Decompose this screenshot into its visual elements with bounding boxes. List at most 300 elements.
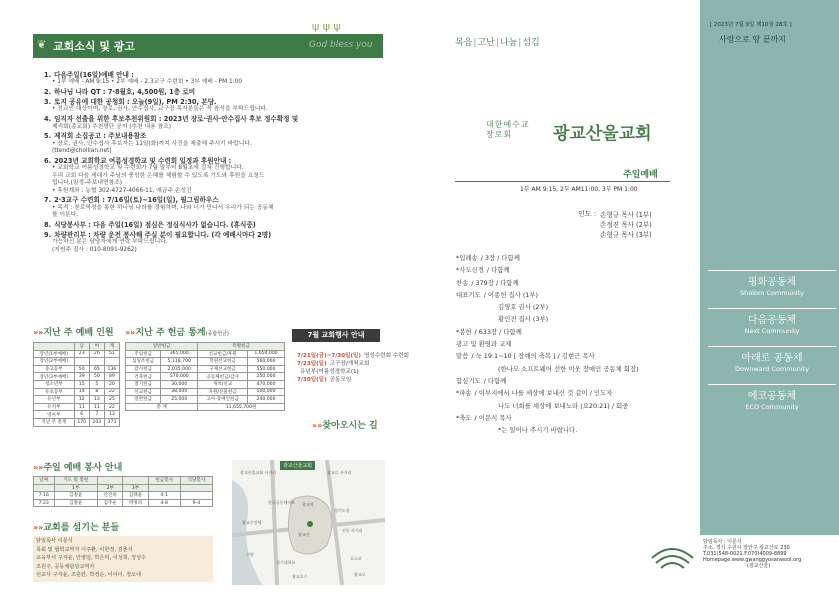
order-value: / 3장 / 다함께 — [480, 254, 520, 262]
service-cell: 박정희 — [123, 499, 148, 507]
offering-row — [126, 350, 285, 358]
community-name: 평화공동체 — [747, 277, 797, 288]
order-label: *사도신경 — [456, 266, 484, 275]
map-label: 진동 사거리 — [342, 528, 363, 533]
offering-row — [126, 388, 285, 396]
service-cell — [180, 492, 212, 500]
notice-title: 제직회 소집공고 : 주보내용참조 — [54, 132, 147, 141]
offering-total-row — [126, 403, 285, 411]
notice-line: • 후원계좌 : 농협 302-4727-4066-11, 예금주 손성진 — [52, 187, 192, 194]
offering-cell: 선교헌금 — [126, 388, 161, 396]
order-row — [456, 350, 696, 362]
map-label: 한국공동체아트 — [268, 500, 296, 505]
notice-title: 임직자 선출을 위한 후보추천위원회 : 2023년 장로·권사·안수집사 후보 정수확정 및 — [54, 115, 299, 124]
attendance-cell — [104, 358, 119, 366]
offering-cell: 개척/선교 — [198, 380, 248, 388]
attendance-cell: 6 — [74, 411, 89, 419]
service-subheader-row — [34, 484, 213, 492]
offering-header-row — [126, 343, 285, 351]
chevron-icon: »» — [312, 421, 323, 430]
order-value: 황인진 집사 (3부) — [498, 315, 549, 324]
event-date: 7/30일(일) — [297, 377, 327, 383]
event-desc: 고구장/개척교회 — [329, 361, 370, 367]
event-date: 7/23일(일) — [297, 361, 327, 367]
offering-row — [126, 365, 285, 373]
notice-title: 2023년 교회학교 여름성경학교 및 수련회 일정과 후원안내 : — [54, 157, 232, 166]
notice-title: 식당봉사부 : 다음 주일(16일) 점심은 정심식사가 없습니다. (휴식중) — [54, 221, 256, 230]
map-label: 경기대학교 — [276, 560, 296, 565]
offering-cell: 38,000 — [161, 388, 198, 396]
map-church-name: 광교산울교회 — [283, 463, 312, 469]
notice-title-row — [44, 115, 384, 123]
attendance-heading — [33, 325, 114, 338]
notice-line: • 1부 예배 - AM 9:15 • 2부 예배 - 2,3교구 수련회 • 3부 예배 - PM 1:00 — [52, 79, 243, 86]
attendance-cell: 50 — [74, 365, 89, 373]
attendance-row — [34, 411, 120, 419]
notice-title: 2·3교구 수련회 : 7/16일(토)~16일(일), 필그림하우스 — [54, 196, 219, 205]
map-label: 광교역 — [302, 502, 314, 507]
offering-total-label: 총 계 — [126, 403, 198, 411]
order-label: 광고 및 환영과 교제 — [456, 340, 512, 349]
order-row — [456, 412, 696, 424]
attendance-cell: 11 — [89, 403, 104, 411]
order-row — [456, 338, 696, 350]
notice-number: 1. — [44, 71, 52, 79]
logo-small-text: 대한예수교 장로회 — [486, 120, 530, 139]
worship-divider — [455, 181, 670, 182]
notice-title-row — [44, 221, 384, 229]
attendance-cell: 23 — [74, 350, 89, 358]
offering-cell: 30,000 — [161, 380, 198, 388]
offering-total-value: 11,655,700원 — [198, 403, 285, 411]
offering-cell: 5,118,700 — [161, 358, 198, 366]
community-name: 아래로 공동체 — [741, 353, 803, 364]
service-header-cell: 식당봉사 — [180, 477, 212, 485]
plant-icon: ❦ — [37, 38, 47, 51]
map-label: 수원 — [246, 552, 254, 557]
event-item — [297, 376, 385, 384]
offering-cell: 절기헌금 — [126, 380, 161, 388]
nav-separator: | — [473, 38, 477, 48]
community-en: Next Community — [744, 327, 800, 335]
order-value: *는 일어나 주시기 바랍니다. — [498, 426, 578, 435]
offering-cell: 고아·장애인헌금 — [198, 396, 248, 404]
notice-title: 다음주일(16일)예배 안내 : — [54, 71, 134, 79]
worker-line: 교육부서 구자윤, 안영임, 박은미, 이성희, 정성수 — [36, 555, 147, 562]
notice-title: 하나님 나라 QT : 7·8월호, 4,500원, 1층 로비 — [54, 88, 196, 97]
nav-item[interactable]: 나눔 — [499, 38, 518, 48]
notice-item — [44, 231, 384, 254]
attendance-row — [34, 358, 120, 366]
map-label: 광교중앙역 — [242, 520, 262, 525]
notice-list — [44, 71, 384, 255]
attendance-cell: 7 — [89, 411, 104, 419]
notice-number: 9. — [44, 230, 52, 239]
offering-cell: 건축헌금 — [126, 373, 161, 381]
attendance-cell: 5 — [89, 380, 104, 388]
order-label: 대표기도 — [456, 290, 481, 299]
attendance-cell: 15 — [74, 380, 89, 388]
map-label: 경기도청 — [334, 508, 350, 513]
offering-header-cell: 일반헌금 — [126, 343, 198, 351]
notice-line: 가능하신 분은 담당자에게 연락 부탁드립니다. — [52, 239, 168, 246]
chevron-icon: »» — [33, 463, 44, 472]
order-row — [456, 252, 696, 264]
notice-title-row — [44, 132, 384, 140]
notice-title-row — [44, 88, 384, 96]
attendance-cell: 373 — [104, 418, 119, 426]
worship-title: 주일예배 — [623, 170, 658, 180]
service-header-cell — [123, 477, 148, 485]
attendance-header-row — [34, 343, 120, 351]
offering-header-cell: 특별헌금 — [198, 343, 285, 351]
notice-line: 립니다.(일정-주보내면참조) — [52, 180, 123, 187]
offering-cell: 2,035,000 — [161, 365, 198, 373]
offering-cell: 선교헌금/후원 — [198, 350, 248, 358]
order-label: *파송 — [456, 389, 472, 398]
notice-item — [44, 157, 384, 195]
order-value: / 다함께 — [486, 266, 510, 275]
order-row — [456, 375, 696, 387]
order-value: 김영호 권사 (2부) — [498, 303, 549, 312]
notice-number: 2. — [44, 88, 52, 97]
workers-list — [33, 536, 213, 582]
service-cell: 7.16 — [34, 492, 55, 500]
offering-row — [126, 380, 285, 388]
attendance-cell: 유년부 — [34, 396, 75, 404]
attendance-cell: 26 — [89, 350, 104, 358]
attendance-cell: 장년(3부예배) — [34, 373, 75, 381]
offering-heading — [125, 325, 229, 338]
community-name: 에코공동체 — [747, 391, 797, 402]
service-subheader-cell — [180, 484, 212, 492]
notice-item — [44, 221, 384, 229]
order-label: *봉헌 — [456, 327, 472, 336]
nav-item[interactable]: 섬김 — [522, 38, 540, 48]
attendance-cell — [74, 358, 89, 366]
attendance-cell — [89, 358, 104, 366]
order-row — [456, 387, 696, 399]
offering-cell: 560,000 — [248, 358, 285, 366]
notice-line: • 교회학교 여름성경학교 및 수련회가 7월 말부터 8월초에 걸쳐 진행합니다. — [52, 165, 244, 172]
service-cell: 4-1 — [148, 492, 180, 500]
attendance-cell: 유치부 — [34, 403, 75, 411]
order-value: / 이종헌 집사 (1부) — [483, 290, 539, 299]
attendance-cell: 8 — [89, 388, 104, 396]
leader-line: 손정진 목사 (2부) — [600, 221, 652, 229]
service-row — [34, 492, 213, 500]
notice-item — [44, 115, 384, 131]
nav-item[interactable]: 고난 — [477, 38, 495, 48]
order-row — [456, 326, 696, 338]
notice-number: 6. — [44, 157, 52, 166]
attendance-cell: 13 — [89, 396, 104, 404]
offering-cell: 25,000 — [161, 396, 198, 404]
attendance-cell: 청소년부 — [34, 380, 75, 388]
offering-cell: 자원/선물헌금 — [198, 388, 248, 396]
nav-item[interactable]: 복음 — [455, 38, 473, 48]
offering-cell: 570,000 — [161, 373, 198, 381]
leader-line: 손형규 목사 (3부) — [600, 231, 652, 239]
service-subheader-cell: 1부 — [54, 484, 98, 492]
service-cell: 김주순 — [98, 499, 123, 507]
service-cell: 7.23 — [34, 499, 55, 507]
order-row — [456, 289, 696, 301]
attendance-cell: 20 — [104, 380, 119, 388]
service-cell: 김철윤 — [54, 499, 98, 507]
map-label: 포스코 — [350, 556, 362, 561]
order-label: 찬송 — [456, 278, 469, 287]
attendance-cell: 65 — [89, 365, 104, 373]
order-row — [456, 264, 696, 276]
order-label: *축도 — [456, 413, 472, 422]
attendance-cell: 장년(2부예배) — [34, 358, 75, 366]
news-header-bar — [33, 34, 383, 58]
church-logo-icon — [650, 540, 695, 570]
order-value: (한나모 소프트웨어 선한 이웃 장애인 공동체 회장) — [498, 364, 639, 373]
service-cell: 9-4 — [180, 499, 212, 507]
offering-cell: 470,000 — [248, 380, 285, 388]
offering-cell: 365,000 — [161, 350, 198, 358]
community-item[interactable] — [708, 346, 836, 384]
notice-line: 를 이룬다. — [52, 212, 79, 219]
attendance-cell: 203 — [89, 418, 104, 426]
events-list — [297, 352, 409, 384]
order-label: *입례송 — [456, 254, 478, 262]
service-header-row — [34, 477, 213, 485]
offering-cell: 1,650,000 — [248, 350, 285, 358]
notice-number: 4. — [44, 115, 52, 124]
map-label: 광교로 — [354, 572, 366, 577]
attendance-cell: 중고등부 — [34, 365, 75, 373]
worker-line: 조원구, 공동체담당교역자 — [36, 563, 95, 570]
community-name: 다음공동체 — [747, 315, 797, 326]
notice-item — [44, 132, 384, 155]
leader-line: 손형규 목사 (1부) — [600, 211, 652, 219]
service-header-cell — [98, 477, 123, 485]
community-list — [708, 270, 836, 422]
events-title: 7월 교회행사 안내 — [307, 331, 365, 339]
offering-cell: 감사헌금 — [126, 365, 161, 373]
community-item[interactable] — [708, 308, 836, 346]
attendance-row — [34, 365, 120, 373]
service-subheader-cell — [148, 484, 180, 492]
attendance-cell: 14 — [74, 388, 89, 396]
offering-row — [126, 373, 285, 381]
notice-line: (ttend@chollian.net) — [52, 148, 112, 155]
attendance-cell: 51 — [104, 350, 119, 358]
service-title: 주일 예배 봉사 안내 — [43, 463, 123, 473]
map-church-label — [280, 461, 315, 470]
service-header-cell: 날짜 — [34, 477, 55, 485]
event-item — [297, 360, 385, 368]
notice-title: 차량관리부 : 차량 운전 봉사해 주실 분이 필요합니다. (각 예배시마다 2명) — [54, 230, 272, 239]
footer-box — [700, 535, 839, 595]
offering-cell: 500,000 — [248, 388, 285, 396]
order-row — [456, 313, 696, 325]
order-value: / 다함께 — [483, 376, 507, 385]
motto: 사랑으로 땅 끝까지 — [719, 35, 786, 44]
attendance-header-cell — [34, 343, 75, 351]
attendance-cell: 50 — [89, 373, 104, 381]
notice-number: 3. — [44, 98, 52, 106]
notice-number: 5. — [44, 132, 52, 141]
attendance-table — [33, 342, 120, 427]
attendance-row — [34, 350, 120, 358]
attendance-header-cell: 남 — [74, 343, 89, 351]
offering-cell: 구제선교헌금 — [198, 365, 248, 373]
top-nav — [455, 35, 540, 48]
event-desc: 유년부(여름성경학교(1) — [300, 369, 359, 375]
attendance-cell: 11 — [74, 403, 89, 411]
event-item — [297, 352, 409, 360]
chevron-icon: »» — [33, 328, 44, 337]
attendance-cell: 22 — [104, 403, 119, 411]
order-row — [456, 277, 696, 289]
order-value: / 633장 / 다함께 — [474, 327, 522, 336]
nav-separator: | — [495, 38, 499, 48]
service-header-cell: 헌금봉사 — [148, 477, 180, 485]
logo-big-text: 광교산울교회 — [553, 124, 652, 144]
notice-title-row — [44, 231, 384, 239]
service-cell: 김철윤 — [54, 492, 98, 500]
offering-cell: 250,000 — [248, 373, 285, 381]
order-row — [456, 400, 696, 412]
offering-title: 지난 주 헌금 통계 — [135, 328, 206, 338]
map-heading — [312, 418, 378, 431]
attendance-row — [34, 388, 120, 396]
attendance-row — [34, 396, 120, 404]
attendance-cell: 장년(1부예배) — [34, 350, 75, 358]
attendance-header-cell: 계 — [104, 343, 119, 351]
order-value: / 이부지에서 나를 세상에 보내신 것 같이 / 인도자 — [474, 389, 613, 398]
worship-order — [456, 252, 696, 436]
order-value: / 이문식 목사 — [474, 413, 512, 422]
map-label: 광교산울교회 사거리 — [240, 470, 277, 475]
notice-line: • 목적 : 천로역정을 통한 하나님 나라를 경험하며, 나와 너가 만나서 우리가 되는 공동체 — [52, 204, 274, 211]
service-subheader-cell — [34, 484, 55, 492]
attendance-row — [34, 373, 120, 381]
attendance-cell: 13 — [104, 411, 119, 419]
attendance-cell: 유초등부 — [34, 388, 75, 396]
event-date: 7/21일(금)~7/30일(일) — [297, 353, 361, 359]
issue-date: [ 2023년 7월 9일 제10권 28호 ] — [710, 22, 792, 28]
service-cell: 안진희 — [98, 492, 123, 500]
community-en: Downward Community — [734, 365, 810, 373]
offering-row — [126, 396, 285, 404]
offering-subtitle: (종합헌금) — [205, 331, 229, 337]
attendance-cell: 영아부 — [34, 411, 75, 419]
attendance-header-cell: 여 — [89, 343, 104, 351]
notice-number: 7. — [44, 196, 52, 205]
leaders-label: 인도 : — [578, 210, 597, 218]
notice-item — [44, 71, 384, 87]
service-cell: 4-8 — [148, 499, 180, 507]
footer-pastor: 담임목사 : 이문식 — [703, 539, 742, 545]
attendance-title: 지난 주 예배 인원 — [43, 328, 114, 338]
worker-line: 담임목사 이문식 — [36, 538, 73, 544]
service-header-cell: 기도 및 봉헌 — [54, 477, 98, 485]
community-item[interactable] — [708, 270, 836, 308]
service-row — [34, 499, 213, 507]
attendance-row — [34, 403, 120, 411]
footer-dept: (광교산울) — [747, 563, 771, 569]
order-value: / 눅 19:1~10 [ 장애의 축복 ] / 김현근 목사 — [471, 352, 595, 361]
right-sidebar — [700, 0, 839, 595]
leaders-list — [600, 210, 652, 240]
community-en: Shalom Community — [739, 289, 805, 297]
community-en: ECO Community — [745, 403, 799, 411]
worker-line: 선교사 구자윤, 조훈란, 박경순, 이이이, 정오내 — [36, 572, 142, 579]
left-panel — [0, 0, 415, 595]
service-table — [33, 476, 213, 507]
offering-cell: 일반헌금 — [126, 396, 161, 404]
attendance-cell: 39 — [74, 373, 89, 381]
nav-separator: | — [518, 38, 522, 48]
attendance-row — [34, 418, 120, 426]
order-label: 합심기도 — [456, 376, 481, 385]
offering-table — [125, 342, 285, 411]
order-value: 나도 너희를 세상에 보내노라 (요20:21) / 회중 — [498, 401, 629, 410]
offering-cell: 550,000 — [248, 365, 285, 373]
notice-item — [44, 88, 384, 96]
footer-phone: T.031)548-0021 F.070)4009-8899 — [703, 551, 787, 557]
event-desc: 공동모임 — [329, 377, 352, 383]
notice-item — [44, 196, 384, 219]
workers-title: 교회를 섬기는 분들 — [43, 523, 120, 533]
order-label: 말씀 — [456, 352, 469, 361]
middle-panel — [420, 0, 700, 595]
community-item[interactable] — [708, 384, 836, 422]
map[interactable] — [232, 460, 385, 585]
chevron-icon: »» — [33, 523, 44, 532]
attendance-cell: 136 — [104, 365, 119, 373]
tagline: God bless you — [309, 40, 373, 50]
sprout-icon: ψ ψ ψ — [312, 20, 341, 33]
service-subheader-cell: 2부 — [98, 484, 123, 492]
map-label: 광교로 사거리 — [327, 470, 352, 475]
attendance-row — [34, 380, 120, 388]
map-label: 광교산 — [298, 532, 310, 537]
notice-line: • 전교인 대상이며, 장로, 권사, 안수집사, 교구장 목자분들은 꼭 참석을 부탁드립니다. — [52, 106, 268, 113]
notice-line: • 장로, 권사, 안수집사 후보자는 11일(화)까지 사진을 제출해 주시기 바랍니다. — [52, 140, 252, 147]
worship-times: 1부 AM 9:15, 2부 AM11:00, 3부 PM 1:00 — [520, 186, 638, 193]
order-row — [456, 301, 696, 313]
order-row — [456, 424, 696, 436]
offering-cell: 공동체헌금/감사 — [198, 373, 248, 381]
map-label: 광교호수 — [292, 574, 308, 579]
offering-cell: 주일헌금 — [126, 350, 161, 358]
service-cell: 김태윤 — [123, 492, 148, 500]
attendance-cell: 170 — [74, 418, 89, 426]
offering-cell: 학원선교헌금 — [198, 358, 248, 366]
attendance-cell: 89 — [104, 373, 119, 381]
attendance-cell: 22 — [104, 388, 119, 396]
news-title: 교회소식 및 광고 — [53, 40, 136, 53]
event-item — [297, 368, 385, 376]
offering-row — [126, 358, 285, 366]
attendance-cell: 지난 주 총계 — [34, 418, 75, 426]
notice-line: 우리 교회 다음 세대가 주님의 풍성한 은혜를 체험할 수 있도록 기도와 후원을 요청드 — [52, 172, 265, 179]
notice-item — [44, 98, 384, 114]
order-value: / 379장 / 다함께 — [471, 278, 519, 287]
notice-number: 8. — [44, 221, 52, 230]
attendance-cell: 12 — [74, 396, 89, 404]
map-title: 찾아오시는 길 — [322, 421, 378, 431]
footer-address: 주소. 경기 수원시 장안구 광교산로 230 — [703, 545, 790, 551]
offering-cell: 십일조헌금 — [126, 358, 161, 366]
notice-line: 제직회(종교회) 추천명단 공지 (추천 내용 참조) — [52, 123, 172, 130]
